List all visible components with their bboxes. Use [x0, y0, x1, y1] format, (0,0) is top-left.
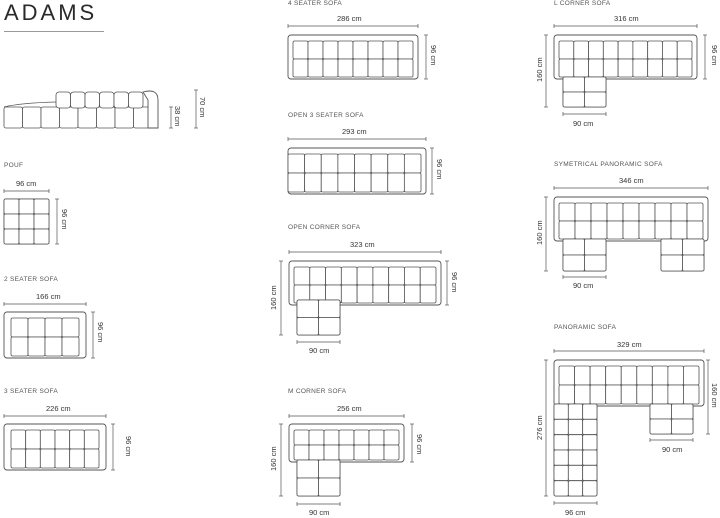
- sym-panoramic-module: 90 cm: [573, 281, 594, 290]
- cushion: [4, 214, 19, 229]
- cushion: [34, 229, 49, 244]
- cushion: [655, 221, 671, 239]
- cushion: [633, 41, 648, 59]
- cushion: [355, 154, 372, 173]
- cushion: [354, 430, 369, 445]
- cushion: [353, 59, 368, 77]
- cushion: [339, 430, 354, 445]
- cushion: [568, 404, 582, 419]
- sym-panoramic-side: 160 cm: [535, 220, 544, 245]
- cushion: [371, 154, 388, 173]
- side-height-label: 70 cm: [198, 97, 207, 118]
- cushion: [326, 267, 342, 285]
- cushion: [319, 460, 341, 478]
- cushion: [383, 59, 398, 77]
- two-seater-width: 166 cm: [36, 292, 61, 301]
- side-seat-block: [60, 107, 79, 128]
- cushion: [652, 385, 668, 404]
- cushion: [618, 59, 633, 77]
- cushion: [672, 419, 694, 434]
- cushion: [338, 154, 355, 173]
- cushion: [623, 203, 639, 221]
- cushion: [324, 430, 339, 445]
- pouf-depth: 96 cm: [60, 209, 69, 230]
- cushion: [554, 419, 568, 434]
- cushion: [19, 214, 34, 229]
- cushion: [369, 445, 384, 460]
- cushion: [338, 41, 353, 59]
- two-seater-depth: 96 cm: [96, 322, 105, 343]
- cushion: [4, 229, 19, 244]
- cushion: [662, 41, 677, 59]
- open-three-seater-depth: 96 cm: [435, 159, 444, 180]
- cushion: [11, 318, 28, 337]
- cushion: [389, 267, 405, 285]
- m-corner-plan: [279, 414, 414, 506]
- cushion: [554, 435, 568, 450]
- cushion: [575, 385, 591, 404]
- cushion: [369, 430, 384, 445]
- cushion: [353, 41, 368, 59]
- cushion: [398, 59, 413, 77]
- three-seater-depth: 96 cm: [124, 436, 133, 457]
- cushion: [26, 449, 41, 468]
- side-seat-block: [78, 107, 97, 128]
- cushion: [583, 404, 597, 419]
- cushion: [309, 445, 324, 460]
- cushion: [585, 255, 607, 271]
- cushion: [559, 221, 575, 239]
- cushion: [404, 285, 420, 303]
- panoramic-width: 329 cm: [617, 340, 642, 349]
- cushion: [589, 59, 604, 77]
- cushion: [11, 337, 28, 356]
- open-corner-depth: 96 cm: [450, 272, 459, 293]
- pouf-plan: [4, 189, 59, 244]
- cushion: [563, 77, 585, 92]
- m-corner-title: M CORNER SOFA: [288, 388, 347, 395]
- panoramic-side-right: 160 cm: [710, 383, 719, 408]
- cushion: [288, 154, 305, 173]
- panoramic-side-left: 276 cm: [535, 415, 544, 440]
- two-seater-plan: [4, 302, 95, 358]
- cushion: [554, 481, 568, 496]
- cushion: [677, 59, 692, 77]
- side-back-cushion: [71, 92, 86, 108]
- cushion: [55, 430, 70, 449]
- three-seater-plan: [4, 414, 115, 470]
- cushion: [621, 385, 637, 404]
- cushion: [677, 41, 692, 59]
- cushion: [28, 318, 45, 337]
- cushion: [293, 59, 308, 77]
- cushion: [583, 481, 597, 496]
- cushion: [603, 59, 618, 77]
- cushion: [607, 203, 623, 221]
- m-corner-depth: 96 cm: [415, 434, 424, 455]
- cushion: [554, 465, 568, 480]
- cushion: [563, 92, 585, 107]
- sym-panoramic-plan: [544, 186, 708, 279]
- cushion: [583, 419, 597, 434]
- cushion: [319, 478, 341, 496]
- cushion: [623, 221, 639, 239]
- cushion: [383, 41, 398, 59]
- cushion: [368, 41, 383, 59]
- cushion: [687, 203, 703, 221]
- cushion: [404, 154, 421, 173]
- cushion: [389, 285, 405, 303]
- cushion: [70, 449, 85, 468]
- side-seat-block: [4, 107, 23, 128]
- cushion: [575, 221, 591, 239]
- side-seat-block: [23, 107, 42, 128]
- cushion: [339, 445, 354, 460]
- cushion: [603, 41, 618, 59]
- cushion: [297, 460, 319, 478]
- cushion: [585, 77, 607, 92]
- cushion: [591, 221, 607, 239]
- side-back-cushion: [100, 92, 115, 108]
- cushion: [321, 173, 338, 192]
- panoramic-title: PANORAMIC SOFA: [554, 324, 617, 331]
- cushion: [398, 41, 413, 59]
- cushion: [668, 366, 684, 385]
- cushion: [554, 450, 568, 465]
- cushion: [554, 404, 568, 419]
- panoramic-plan: [544, 349, 710, 505]
- cushion: [404, 173, 421, 192]
- cushion: [297, 300, 319, 318]
- cushion: [308, 41, 323, 59]
- cushion: [305, 173, 322, 192]
- cushion: [559, 41, 574, 59]
- side-back-cushion: [56, 92, 71, 108]
- m-corner-module: 90 cm: [309, 508, 330, 517]
- cushion: [420, 285, 436, 303]
- cushion: [388, 173, 405, 192]
- cushion: [662, 59, 677, 77]
- cushion: [652, 366, 668, 385]
- cushion: [559, 59, 574, 77]
- cushion: [4, 199, 19, 214]
- cushion: [11, 430, 26, 449]
- cushion: [297, 318, 319, 336]
- cushion: [84, 449, 99, 468]
- cushion: [590, 385, 606, 404]
- cushion: [324, 445, 339, 460]
- cushion: [305, 154, 322, 173]
- cushion: [34, 214, 49, 229]
- pouf-width: 96 cm: [16, 179, 37, 188]
- cushion: [55, 449, 70, 468]
- cushion: [563, 255, 585, 271]
- four-seater-title: 4 SEATER SOFA: [288, 0, 342, 7]
- cushion: [618, 41, 633, 59]
- cushion: [28, 337, 45, 356]
- cushion: [19, 229, 34, 244]
- side-seat-block: [115, 107, 134, 128]
- m-corner-side: 160 cm: [269, 446, 278, 471]
- cushion: [341, 285, 357, 303]
- cushion: [357, 285, 373, 303]
- two-seater-title: 2 SEATER SOFA: [4, 276, 58, 283]
- cushion: [568, 481, 582, 496]
- l-corner-width: 316 cm: [614, 14, 639, 23]
- cushion: [650, 419, 672, 434]
- l-corner-plan: [544, 24, 707, 116]
- cushion: [668, 385, 684, 404]
- sym-panoramic-width: 346 cm: [619, 176, 644, 185]
- cushion: [373, 285, 389, 303]
- brand-title: ADAMS: [4, 0, 98, 25]
- cushion: [19, 199, 34, 214]
- cushion: [373, 267, 389, 285]
- cushion: [310, 267, 326, 285]
- cushion: [420, 267, 436, 285]
- cushion: [11, 449, 26, 468]
- cushion: [575, 366, 591, 385]
- cushion: [319, 300, 341, 318]
- cushion: [294, 267, 310, 285]
- cushion: [384, 445, 399, 460]
- cushion: [591, 203, 607, 221]
- cushion: [585, 239, 607, 255]
- cushion: [368, 59, 383, 77]
- m-corner-width: 256 cm: [337, 404, 362, 413]
- side-seat-height-label: 38 cm: [173, 106, 182, 127]
- cushion: [297, 478, 319, 496]
- cushion: [621, 366, 637, 385]
- panoramic-module-bottom: 96 cm: [565, 508, 586, 517]
- cushion: [357, 267, 373, 285]
- cushion: [671, 221, 687, 239]
- open-three-seater-title: OPEN 3 SEATER SOFA: [288, 112, 364, 119]
- cushion: [574, 41, 589, 59]
- pouf-title: POUF: [4, 162, 24, 169]
- side-seat-block: [41, 107, 60, 128]
- open-three-seater-plan: [288, 137, 434, 194]
- cushion: [589, 41, 604, 59]
- cushion: [388, 154, 405, 173]
- cushion: [559, 385, 575, 404]
- three-seater-title: 3 SEATER SOFA: [4, 388, 58, 395]
- cushion: [672, 404, 694, 419]
- cushion: [683, 366, 699, 385]
- cushion: [355, 173, 372, 192]
- cushion: [319, 318, 341, 336]
- cushion: [607, 221, 623, 239]
- sym-panoramic-title: SYMETRICAL PANORAMIC SOFA: [554, 161, 663, 168]
- open-corner-side: 160 cm: [269, 285, 278, 310]
- cushion: [585, 92, 607, 107]
- open-corner-plan: [279, 250, 449, 344]
- cushion: [404, 267, 420, 285]
- open-corner-width: 323 cm: [350, 240, 375, 249]
- side-back-cushion: [129, 92, 144, 108]
- cushion: [574, 59, 589, 77]
- side-back-cushion: [85, 92, 100, 108]
- cushion: [293, 41, 308, 59]
- three-seater-width: 226 cm: [46, 404, 71, 413]
- cushion: [568, 419, 582, 434]
- cushion: [639, 221, 655, 239]
- l-corner-module: 90 cm: [573, 119, 594, 128]
- cushion: [650, 404, 672, 419]
- cushion: [294, 430, 309, 445]
- cushion: [639, 203, 655, 221]
- cushion: [34, 199, 49, 214]
- cushion: [40, 449, 55, 468]
- cushion: [321, 154, 338, 173]
- cushion: [40, 430, 55, 449]
- cushion: [354, 445, 369, 460]
- panoramic-module-right: 90 cm: [662, 445, 683, 454]
- cushion: [606, 385, 622, 404]
- cushion: [683, 255, 705, 271]
- cushion: [45, 318, 62, 337]
- cushion: [648, 59, 663, 77]
- cushion: [338, 173, 355, 192]
- four-seater-plan: [288, 24, 428, 79]
- cushion: [637, 366, 653, 385]
- cushion: [45, 337, 62, 356]
- cushion: [583, 435, 597, 450]
- cushion: [575, 203, 591, 221]
- cushion: [683, 385, 699, 404]
- cushion: [559, 203, 575, 221]
- open-three-seater-width: 293 cm: [342, 127, 367, 136]
- cushion: [308, 59, 323, 77]
- cushion: [568, 465, 582, 480]
- cushion: [294, 445, 309, 460]
- cushion: [563, 239, 585, 255]
- cushion: [26, 430, 41, 449]
- l-corner-depth: 96 cm: [710, 45, 719, 66]
- cushion: [341, 267, 357, 285]
- l-corner-side: 160 cm: [535, 57, 544, 82]
- cushion: [633, 59, 648, 77]
- cushion: [338, 59, 353, 77]
- open-corner-module: 90 cm: [309, 346, 330, 355]
- side-back-cushion: [114, 92, 129, 108]
- side-view: [4, 90, 198, 128]
- four-seater-width: 286 cm: [337, 14, 362, 23]
- cushion: [606, 366, 622, 385]
- cushion: [84, 430, 99, 449]
- cushion: [559, 366, 575, 385]
- l-corner-title: L CORNER SOFA: [554, 0, 611, 7]
- four-seater-depth: 96 cm: [429, 45, 438, 66]
- cushion: [590, 366, 606, 385]
- side-seat-block: [97, 107, 116, 128]
- cushion: [70, 430, 85, 449]
- side-chaise-line: [4, 102, 56, 107]
- cushion: [323, 41, 338, 59]
- cushion: [683, 239, 705, 255]
- cushion: [62, 337, 79, 356]
- cushion: [655, 203, 671, 221]
- cushion: [648, 41, 663, 59]
- cushion: [637, 385, 653, 404]
- cushion: [687, 221, 703, 239]
- cushion: [661, 239, 683, 255]
- cushion: [62, 318, 79, 337]
- cushion: [384, 430, 399, 445]
- cushion: [583, 450, 597, 465]
- cushion: [323, 59, 338, 77]
- cushion: [309, 430, 324, 445]
- cushion: [568, 450, 582, 465]
- cushion: [288, 173, 305, 192]
- cushion: [371, 173, 388, 192]
- cushion: [568, 435, 582, 450]
- cushion: [661, 255, 683, 271]
- cushion: [671, 203, 687, 221]
- open-corner-title: OPEN CORNER SOFA: [288, 224, 361, 231]
- cushion: [583, 465, 597, 480]
